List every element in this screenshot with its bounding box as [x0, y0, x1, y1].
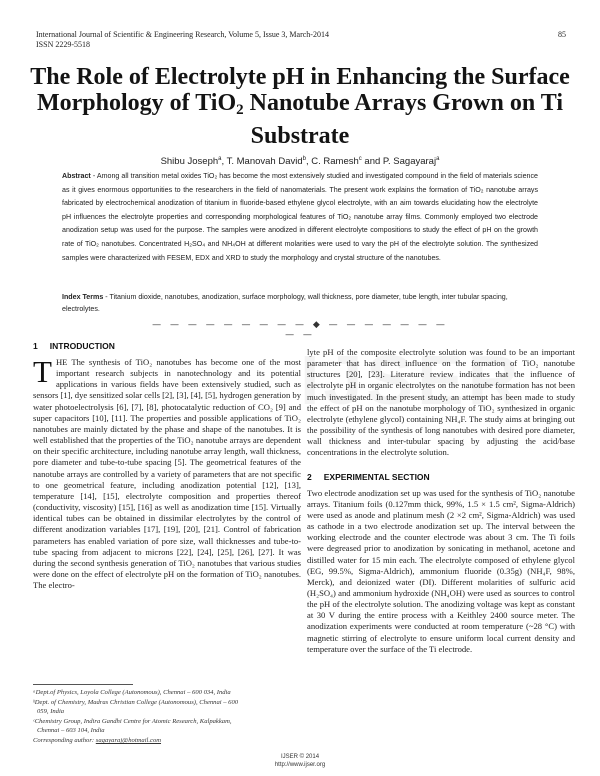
footnote-affil-c: ᶜChemistry Group, Indira Gandhi Centre for Atomic Research, Kalpakkam, — [33, 717, 232, 725]
index-terms-label: Index Terms — [62, 293, 104, 301]
experimental-paragraph: Two electrode anodization set up was used for the synthesis of TiO₂ nanotube arrays. Titanium foils (0.127mm thick, 99%, 1.5 × 1.5 cm², Sigma-Aldrich) were used as anode and platinum mesh (2 ×2 cm², Sigma-Aldrich) was used as cathode in a two electrode anodization set up. The interval between the working electrode and the counter electrode was about 3 cm. The Ti foils were degreased prior to anodization by sonicating in methanol, acetone and distilled water for 15 min each. The electrolyte composed of ethylene glycol (EG, 99.5%, Sigma-Aldrich), ammonium fluoride (0.35g) (NH₄F, 98%, Merck), and deionized water (DI). Different molarities of sulfuric acid (H₂SO₄) and ammonium hydroxide (NH₄OH) were used as sources to control the pH of the electrolyte solution. The anodizing voltage was kept as constant at 30 V during the entire process with a Keithley 2400 source meter. The anodization experiments were conducted at room temperature (~28 °C) with magnetic stirring of electrolyte to ensure uniform local current density and temperature over the surface of the Ti electrode. — [307, 487, 575, 654]
experimental-title: EXPERIMENTAL SECTION — [323, 471, 430, 482]
page-footer — [0, 753, 600, 769]
footnotes — [33, 688, 299, 746]
footnote-rule — [33, 684, 133, 685]
journal-line: International Journal of Scientific & Engineering Research, Volume 5, Issue 3, March-2014 — [36, 30, 329, 39]
corresponding-label: Corresponding author: — [33, 736, 96, 744]
journal-header — [36, 30, 566, 50]
author-list — [20, 153, 580, 168]
intro-continued: lyte pH of the composite electrolyte solution was found to be an important parameter that has direct influence on the formation of TiO₂ nanotube structures [20], [23]. Literature review indicates that the influence of electrolyte pH in organic electrolytes on the nanotube formation has not been much investigated. In the present study, an attempt has been made to study the effect of pH on the nanotube morphology of TiO₂ synthesized in organic electrolyte (ethylene glycol) containing NH₄F. The study aims at bringing out the possibility of the synthesis of long nanotubes with desired pore diameter, wall thickness and inter-tubular spacing by adjusting the acid/base concentrations in the electrolyte solution. — [307, 347, 575, 458]
author-1: Shibu Joseph — [160, 156, 219, 168]
footer-url-link[interactable]: http://www.ijser.org — [274, 762, 326, 768]
intro-paragraph — [33, 354, 301, 591]
author-2: , T. Manovah David — [221, 156, 303, 168]
intro-number: 1 — [33, 341, 38, 351]
author-2-affil: b — [302, 156, 306, 162]
drop-cap: T — [33, 354, 52, 389]
author-4-affil: a — [436, 156, 440, 162]
page-number: 85 — [558, 30, 566, 39]
section-divider: — — — — — — — — — ◆ — — — — — — — — — — [152, 320, 448, 340]
index-terms — [62, 292, 532, 315]
author-3: , C. Ramesh — [305, 156, 359, 168]
corresponding-email-link[interactable]: sagayaraj@hotmail.com — [95, 736, 162, 744]
footnote-affil-c-cont: Chennai – 603 104, India — [37, 727, 105, 735]
abstract-label: Abstract — [62, 172, 91, 180]
intro-text: HE The synthesis of TiO₂ nanotubes has become one of the most important research subjects in nanotechnology and its potential applications in various fields have been extensively studied, such as sensors [1], dye sensitized solar cells [2], [3], [4], [5], hydrogen generation by water photoelectrolysis [6], [7], [8], photocatalytic reduction of CO₂ [9] and super capacitors [10], [11]. The properties and possible applications of TiO₂ nanotubes are mainly dictated by the phase and shape of the nanotubes. It is well established that the properties of the TiO₂ nanotube arrays are dependent on their specific architecture, including nanotube array length, wall thickness, pore diameter and tube-to-tube spacing [5]. The geometrical features of the nanotube arrays are controlled by a variety of parameters that are not specific to one geometrical feature, including anodization potential [12], [13], temperature [14], [15], electrolyte composition and properties thereof (conductivity, viscosity) [15], [16] as well as anodization time [15]. Virtually identical tubes can be obtained in dissimilar electrolytes by the control of different anodization variables [17], [19], [20], [21]. Control of fabrication parameters has enabled variation of pore size, wall thicknesses and tube-to-tube spacing from adjacent to microns [22], [24], [25], [26], [27]. It was during the second synthesis generation of TiO₂ nanotubes that various studies were done on the effect of electrolyte pH on the formation of TiO₂ nanotubes. The electro- — [33, 357, 301, 591]
intro-heading — [33, 340, 301, 352]
intro-title-rest: NTRODUCTION — [52, 341, 115, 351]
footer-copyright: IJSER © 2014 — [280, 754, 320, 760]
experimental-number: 2 — [307, 471, 312, 482]
title-line-2-pre: Morphology of TiO — [36, 90, 237, 116]
abstract-text: - Among all transition metal oxides TiO₂ has become the most extensively studied and investigated compound in the field of materials science as it gives enormous opportunities to the researchers in the field of nanomaterials. The present work explains the formation of TiO₂ nanotube arrays fabricated by electrochemical anodization of titanium in fluoride-based ethylene glycol electrolyte, with an aim towards elucidating how the electrolyte pH influences the electrolyte properties and corresponding morphological features of TiO₂ nanotube array films. Commonly employed two electrode anodization setup was used for the purpose. The samples were anodized in different electrolyte compositions to study the effect of pH on the growth rate of TiO₂ nanotubes. Concentrated H₂SO₄ and NH₄OH at different molarities were used to vary the pH of the electrolyte solution. The synthesized samples were characterized with FESEM, EDX and XRD to study the morphology and crystal structure of the nanotubes. — [62, 172, 538, 262]
intro-title-first: I — [49, 341, 53, 351]
title-line-3: Substrate — [250, 123, 350, 149]
abstract — [62, 170, 538, 265]
footnote-affil-b-cont: 059, India — [37, 708, 65, 716]
title-line-1: The Role of Electrolyte pH in Enhancing the Surface — [30, 64, 570, 90]
title-line-2 — [20, 90, 580, 123]
author-1-affil: a — [218, 156, 222, 162]
footnote-affil-b: ᵇDept. of Chemistry, Madras Christian College (Autonomous), Chennai – 600 — [33, 698, 239, 706]
title-subscript: 2 — [236, 102, 244, 118]
author-3-affil: c — [358, 156, 362, 162]
right-column — [307, 347, 575, 655]
issn: ISSN 2229-5518 — [36, 40, 91, 49]
index-terms-text: - Titanium dioxide, nanotubes, anodization, surface morphology, wall thickness, pore diameter, tube length, inter tubular spacing, electrolytes. — [62, 293, 508, 313]
corresponding-author — [33, 736, 299, 746]
paper-title — [20, 64, 580, 149]
title-line-2-post: Nanotube Arrays Grown on Ti — [243, 90, 564, 116]
left-column — [33, 336, 301, 591]
author-4: and P. Sagayaraj — [361, 156, 437, 168]
experimental-heading — [307, 471, 575, 483]
footnote-affil-a: ᵃDept.of Physics, Loyola College (Autonomous), Chennai – 600 034, India — [33, 689, 231, 696]
